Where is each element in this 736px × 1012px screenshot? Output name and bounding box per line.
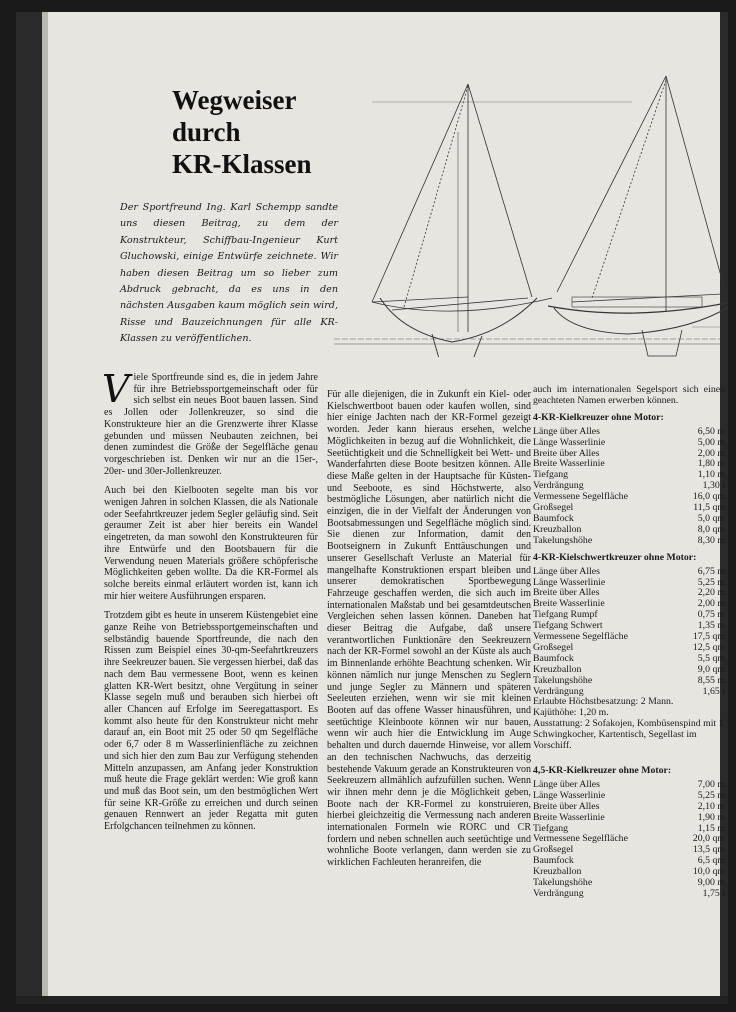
spec-label: Tiefgang: [533, 822, 569, 834]
spec-value: 9,0 qm: [697, 663, 725, 675]
article-column-1: [102, 367, 318, 841]
scan-left-edge: [16, 12, 42, 1004]
spec-value: 6,50 m: [697, 425, 725, 437]
spec-value: 1,90 m: [697, 811, 725, 823]
paragraph: Für alle diejenigen, die in Zukunft ein Kiel- oder Kielschwertboot bauen oder kaufen wollen, sind hier einige Jachten nach der KR-Formel gezeigt worden. Jeder kann hieraus ersehen, welche Möglichkeiten in bezug auf die Wohnlichkeit, die Seetüchtigkeit und die Schnelligkeit bei Wett- und Wanderfahrten diese Boote besitzen können. Alle diese Maße gelten in der Hauptsache für Küsten- und Seeboote, es sind Höchstwerte, also bestmögliche Lösungen, aber natürlich nicht die einzigen, die in der Vielfalt der Änderungen von Bootsabmessungen und Segelfläche möglich sind. Sie dienen zur Information, damit den Bootseignern in Zukunft Enttäuschungen und unserer Gesellschaft Verluste an Material für mangelhafte Konstruktionen erspart bleiben und unserer demokratischen Sportbewegung Fahrzeuge geschaffen werden, die sich auch im internationalen Maßstab und bei gesamtdeutschen Vergleichen sehen lassen können. Daneben hat dieser Beitrag die Aufgabe, daß unsere verantwortlichen Funktionäre den Seekreuzern nach der KR-Formel sowohl an der Küste als auch im Binnenlande erhöhte Beachtung schenken. Wir können nämlich nur junge Menschen zu Seglern und junge Segler zu Männern und späteren Seeleuten erziehen, wenn wir sie mit kleinen Booten auf das offene Wasser hinausführen, und seetüchtige Kleinboote können wir nur bauen, wenn wir auch hier die Entwicklung im Auge behalten und durch dauernde Hinweise, vor allem an den technischen Nachwuchs, das derzeitig bestehende Vakuum gerade an Konstrukteuren von Seekreuzern allmählich aufzufüllen suchen. Wenn wir ihnen mehr denn je die Möglichkeit geben, Boote nach der KR-Formel zu konstruieren, hierbei gleichzeitig die Vermessung nach anderen internationalen Formeln wie RORC und CR fordern und neben schnellen auch seetüchtige und wohnliche Boote verlangen, dann werden sie zu wirklichen Fachleuten heranreifen, die: [327, 389, 531, 869]
article-column-3: [533, 385, 725, 900]
paragraph: auch im internationalen Segelsport sich einen geachteten Namen erwerben können.: [533, 384, 725, 406]
spec-row: [533, 802, 725, 813]
title-line-1: Wegweiser: [172, 85, 297, 115]
paragraph: Auch bei den Kielbooten segelte man bis vor wenigen Jahren in solchen Klassen, die als Nationale oder Seefahrtkreuzer jedem Segler geläufig sind. Seit geraumer Zeit ist aber hier bereits ein Wandel eingetreten, da man sowohl den Konstrukteuren für ihre Entwürfe und den Bootsbauern für die Verwendung neuen Materials größere schöpferische Möglichkeiten geben wollte. Da die KR-Formel als solche bereits einmal erläutert worden ist, kann ich mir hier weitere Ausführungen ersparen.: [104, 485, 318, 602]
spec-value: 11,5 qm: [693, 502, 725, 514]
spec-value: 1,10 m: [697, 469, 725, 481]
spec-row: [533, 427, 725, 438]
spec-label: Kreuzballon: [533, 866, 582, 878]
spec-note: Kajüthöhe: 1,20 m.: [533, 707, 609, 719]
spec-row: [533, 813, 725, 824]
spec-row: [533, 676, 725, 687]
spec-label: Kreuzballon: [533, 663, 582, 675]
spec-value: 1,80 m: [697, 458, 725, 470]
spec-label: Breite Wasserlinie: [533, 811, 605, 823]
spec-value: 6,5 qm: [697, 855, 725, 867]
spec-value: 1,75 t: [702, 887, 725, 899]
spec-value: 1,65 t: [702, 685, 725, 697]
boat-drawing-left: [334, 84, 726, 357]
spec-label: Verdrängung: [533, 480, 584, 492]
spec-label: Vermessene Segelfläche: [533, 833, 628, 845]
spec-label: Länge über Alles: [533, 778, 600, 790]
spec-value: 5,00 m: [697, 436, 725, 448]
spec-label: Vermessene Segelfläche: [533, 631, 628, 643]
spec-label: Breite über Alles: [533, 587, 600, 599]
magazine-page: [16, 12, 728, 1004]
spec-note: Erlaubte Höchstbesatzung: 2 Mann.: [533, 696, 674, 708]
spec-label: Verdrängung: [533, 685, 584, 697]
spec-value: 7,00 m: [697, 778, 725, 790]
spec-table-45kr-kielkreuzer: [533, 780, 725, 900]
spec-heading: 4-KR-Kielschwertkreuzer ohne Motor:: [533, 551, 697, 563]
paragraph-text: iele Sportfreunde sind es, die in jedem Jahre für ihre Betriebssportgemeinschaft oder für sich selbst ein neues Boot bauen lassen. Sind es Jollen oder Jollenkreuzer, so sind die Konstrukteure hier an die Grenzwerte ihrer Klasse gebunden und müssen Neubauten zeichnen, bei denen zumindest die Größe der Segelfläche genau vorgeschrieben ist. Denken wir nur an die 15er-, 20er- und 30er-Jollenkreuzer.: [104, 372, 318, 477]
spec-value: 8,0 qm: [697, 523, 725, 535]
scan-page-fold: [42, 12, 48, 1004]
spec-value: 20,0 qm: [692, 833, 725, 845]
spec-value: 1,35 m: [697, 620, 725, 632]
spec-value: 9,00 m: [697, 877, 725, 889]
spec-value: 5,25 m: [697, 576, 725, 588]
spec-row: [533, 536, 725, 547]
article-intro: Der Sportfreund Ing. Karl Schempp sandte uns diesen Beitrag, zu dem der Konstrukteur, Schiffbau-Ingenieur Kurt Gluchowski, einige Entwürfe zeichnete. Wir haben diesen Beitrag um so lieber zum Abdruck gebracht, da es uns in den nächsten Ausgaben kaum möglich sein wird, Risse und Bauzeichnungen für alle KR-Klassen zu veröffentlichen.: [120, 202, 338, 345]
spec-value: 16,0 qm: [692, 491, 725, 503]
spec-label: Länge über Alles: [533, 425, 600, 437]
spec-value: 2,10 m: [697, 800, 725, 812]
spec-row: [533, 567, 725, 578]
scan-bottom-edge: [16, 996, 728, 1004]
spec-heading: 4,5-KR-Kielkreuzer ohne Motor:: [533, 765, 672, 776]
spec-row: [533, 438, 725, 449]
spec-heading: 4-KR-Kielkreuzer ohne Motor:: [533, 411, 664, 423]
spec-label: Breite Wasserlinie: [533, 458, 605, 470]
spec-label: Takelungshöhe: [533, 674, 593, 686]
spec-label: Großsegel: [533, 844, 574, 856]
spec-value: 10,0 qm: [692, 866, 725, 878]
spec-value: 5,0 qm: [697, 512, 725, 524]
spec-value: 0,75 m: [697, 609, 725, 621]
spec-value: 17,5 qm: [692, 631, 725, 643]
drop-cap: V: [102, 367, 130, 411]
spec-label: Länge über Alles: [533, 565, 600, 577]
spec-value: 1,15 m: [697, 822, 725, 834]
spec-table-4kr-kielkreuzer: [533, 427, 725, 547]
spec-label: Länge Wasserlinie: [533, 436, 606, 448]
spec-label: Tiefgang Schwert: [533, 620, 603, 632]
spec-label: Takelungshöhe: [533, 877, 593, 889]
paragraph: [102, 367, 318, 477]
spec-label: Länge Wasserlinie: [533, 789, 606, 801]
spec-label: Breite Wasserlinie: [533, 598, 605, 610]
spec-label: Baumfock: [533, 855, 574, 867]
title-line-3: KR-Klassen: [172, 149, 312, 179]
spec-label: Takelungshöhe: [533, 534, 593, 546]
spec-value: 8,30 m: [697, 534, 725, 546]
spec-value: 5,25 m: [697, 789, 725, 801]
spec-value: 2,20 m: [697, 587, 725, 599]
spec-value: 2,00 m: [697, 598, 725, 610]
spec-table-4kr-kielschwertkreuzer: [533, 567, 725, 698]
spec-label: Breite über Alles: [533, 447, 600, 459]
spec-value: 13,5 qm: [692, 844, 725, 856]
spec-note: Ausstattung: 2 Sofakojen, Kombüsenspind mit 1 Schwingkocher, Kartentisch, Segellast im Vorschiff.: [533, 718, 724, 752]
spec-value: 2,00 m: [697, 447, 725, 459]
spec-value: 8,55 m: [697, 674, 725, 686]
spec-label: Vermessene Segelfläche: [533, 491, 628, 503]
spec-label: Großsegel: [533, 641, 574, 653]
spec-value: 12,5 qm: [692, 641, 725, 653]
spec-value: 1,30 t: [702, 480, 725, 492]
spec-label: Breite über Alles: [533, 800, 600, 812]
spec-label: Länge Wasserlinie: [533, 576, 606, 588]
spec-label: Verdrängung: [533, 887, 584, 899]
spec-label: Tiefgang: [533, 469, 569, 481]
title-line-2: durch: [172, 117, 241, 147]
spec-label: Baumfock: [533, 512, 574, 524]
spec-label: Baumfock: [533, 652, 574, 664]
sailboat-drawings: [332, 72, 728, 357]
spec-label: Kreuzballon: [533, 523, 582, 535]
spec-row: [533, 889, 725, 900]
boat-drawing-right: [548, 76, 728, 356]
spec-label: Tiefgang Rumpf: [533, 609, 598, 621]
paragraph: Trotzdem gibt es heute in unserem Küstengebiet eine ganze Reihe von Betriebssportgemeinschaften und selbständig bauende Sportfreunde, die nach den Rissen zum Beispiel eines 30-qm-Seefahrtkreuzers ihre Seekreuzer bauen. Sie vergessen hierbei, daß das nach dem Bau vermessene Boot, wenn es keinen glatten KR-Wert besitzt, ohne Vergütung in seiner Klasse segeln muß und berauben sich hierbei oft aller Chancen auf Erfolge im Seeregattasport. Es kommt also heute für den Konstrukteur nicht mehr darauf an, ein Boot mit 25 oder 50 qm Segelfläche oder 6,7 oder 8 m Wasserlinienfläche zu zeichnen und sich hier den zum Bau zur Verfügung stehenden Mitteln anzupassen, am Anfang jeder Konstruktion muß heute die Frage geklärt werden: Wie groß kann und muß das Boot sein, um den bestmöglichen Wert für seine KR-Größe zu erreichen und durch seinen genauen Rennwert an jeder Regatta mit guten Erfolgchancen teilnehmen zu können.: [104, 610, 318, 833]
spec-value: 5,5 qm: [697, 652, 725, 664]
spec-label: Großsegel: [533, 502, 574, 514]
article-column-2: [327, 389, 531, 877]
spec-value: 6,75 m: [697, 565, 725, 577]
